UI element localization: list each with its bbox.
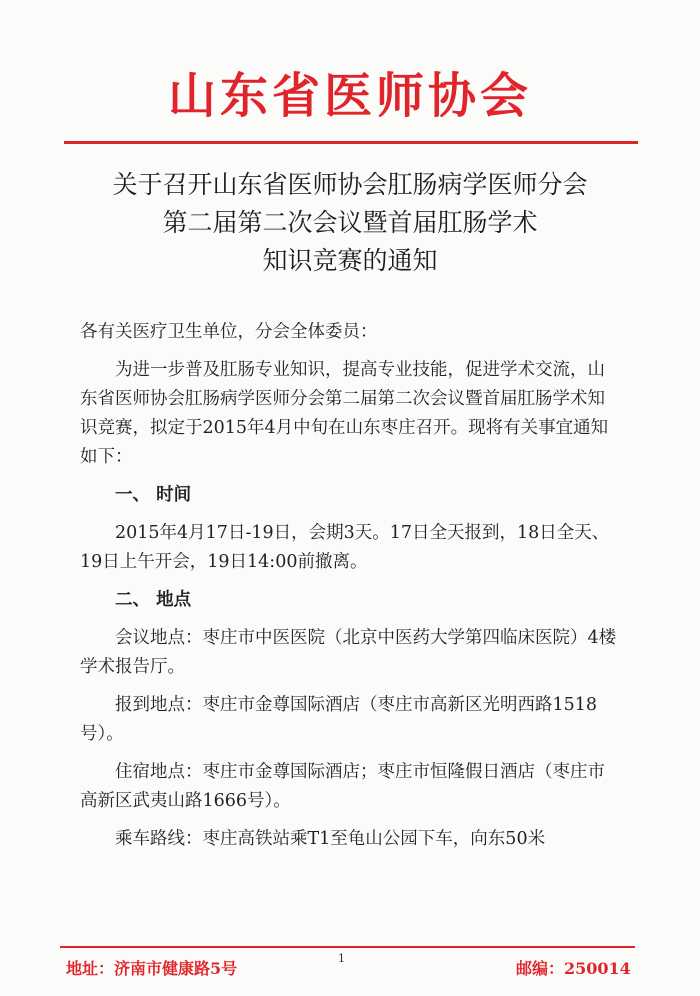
title-line: 知识竞赛的通知 [262, 246, 438, 275]
section-time-heading: 一、 时间 [115, 485, 192, 505]
meeting-place: 会议地点：枣庄市中医医院（北京中医药大学第四临床医院）4楼学术报告厅。 [80, 628, 617, 677]
title-line: 关于召开山东省医师协会肛肠病学医师分会 [112, 170, 588, 199]
lodging-place: 住宿地点：枣庄市金尊国际酒店；枣庄市恒隆假日酒店（枣庄市高新区武夷山路1666号）。 [80, 762, 605, 811]
footer-address: 地址：济南市健康路5号 [66, 959, 238, 978]
footer-divider [60, 946, 635, 948]
organization-header: 山东省医师协会 [167, 68, 532, 124]
page-number: 1 [338, 952, 345, 965]
intro-paragraph: 为进一步普及肛肠专业知识，提高专业技能，促进学术交流，山东省医师协会肛肠病学医师分会第二届第二次会议暨首届肛肠学术知识竞赛，拟定于2015年4月中旬在山东枣庄召开。现将有关事宜通知如下： [80, 360, 609, 467]
section-place-heading: 二、 地点 [115, 590, 192, 610]
section-time-text: 2015年4月17日-19日，会期3天。17日全天报到，18日全天、19日上午开会，19日14:00前撤离。 [80, 523, 610, 572]
header-divider [64, 141, 638, 144]
title-line: 第二届第二次会议暨首届肛肠学术 [162, 208, 538, 237]
bus-route: 乘车路线：枣庄高铁站乘T1至龟山公园下车，向东50米 [115, 829, 546, 849]
footer-postcode: 邮编：250014 [516, 959, 631, 978]
salutation: 各有关医疗卫生单位，分会全体委员： [80, 322, 378, 342]
document-title [0, 166, 700, 280]
document-body [80, 318, 620, 863]
registration-place: 报到地点：枣庄市金尊国际酒店（枣庄市高新区光明西路1518号）。 [80, 695, 598, 744]
